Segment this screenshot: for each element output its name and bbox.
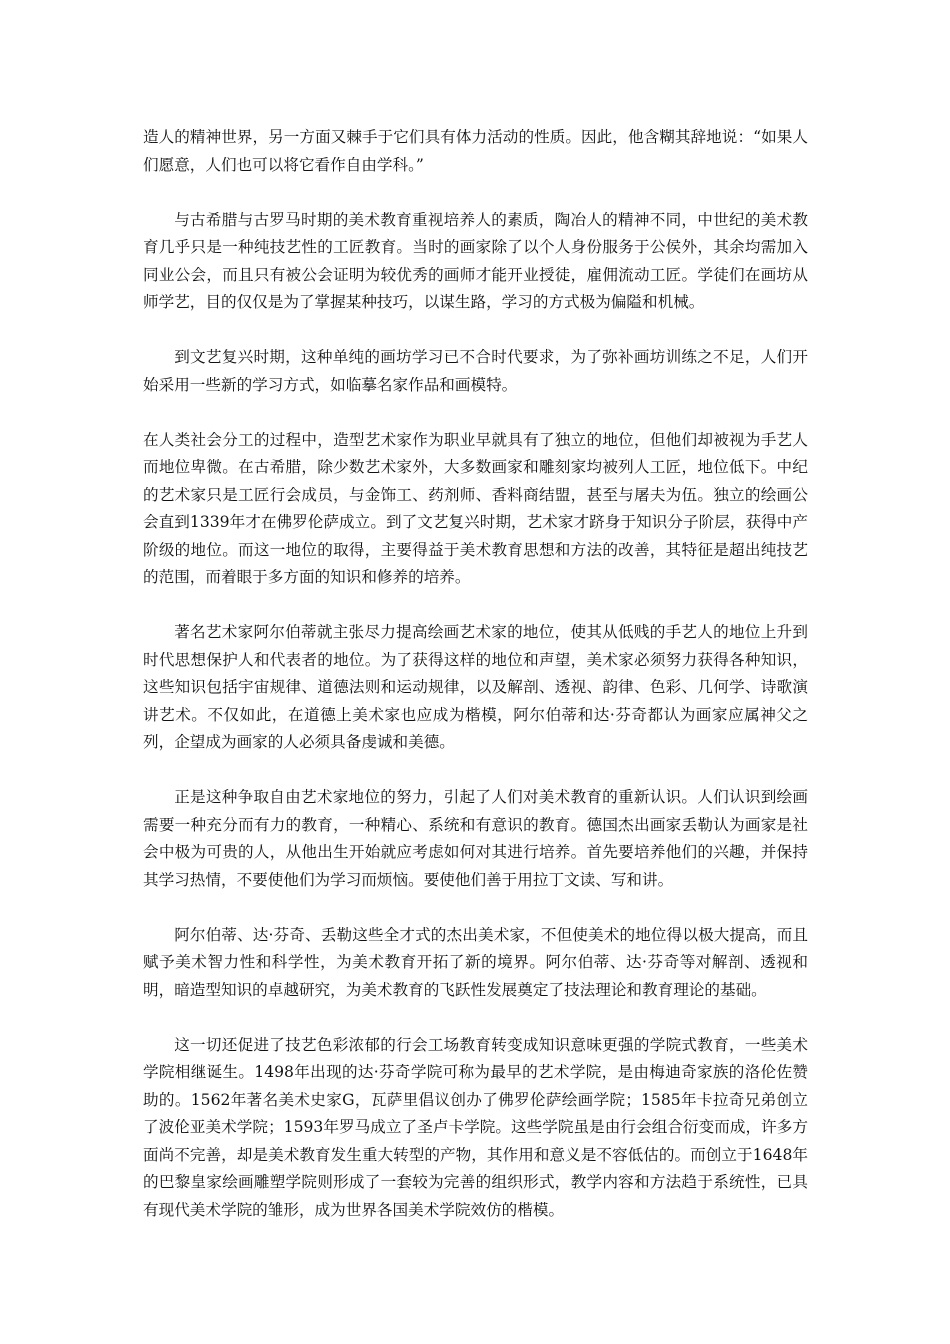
paragraph-3: 到文艺复兴时期，这种单纯的画坊学习已不合时代要求，为了弥补画坊训练之不足，人们开始采用一些新的学习方式，如临摹名家作品和画模特。 bbox=[143, 348, 808, 394]
paragraph-6: 正是这种争取自由艺术家地位的努力，引起了人们对美术教育的重新认识。人们认识到绘画需要一种充分而有力的教育，一种精心、系统和有意识的教育。德国杰出画家丢勒认为画家是社会中极为可贵的人，从他出生开始就应考虑如何对其进行培养。首先要培养他们的兴趣，并保持其学习热情，不要使他们为学习而烦恼。要使他们善于用拉丁文读、写和讲。 bbox=[143, 788, 808, 889]
paragraph-4: 在人类社会分工的过程中，造型艺术家作为职业早就具有了独立的地位，但他们却被视为手艺人而地位卑微。在古希腊，除少数艺术家外，大多数画家和雕刻家均被列人工匠，地位低下。中纪的艺术家只是工匠行会成员，与金饰工、药剂师、香料商结盟，甚至与屠夫为伍。独立的绘画公会直到1339年才在佛罗伦萨成立。到了文艺复兴时期，艺术家才跻身于知识分子阶层，获得中产阶级的地位。而这一地位的取得，主要得益于美术教育思想和方法的改善，其特征是超出纯技艺的范围，而着眼于多方面的知识和修养的培养。 bbox=[143, 430, 808, 586]
paragraph-2: 与古希腊与古罗马时期的美术教育重视培养人的素质，陶冶人的精神不同，中世纪的美术教育几乎只是一种纯技艺性的工匠教育。当时的画家除了以个人身份服务于公侯外，其余均需加入同业公会，而且只有被公会证明为较优秀的画师才能开业授徒，雇佣流动工匠。学徒们在画坊从师学艺，目的仅仅是为了掌握某种技巧，以谋生路，学习的方式极为偏隘和机械。 bbox=[143, 210, 808, 311]
paragraph-8: 这一切还促进了技艺色彩浓郁的行会工场教育转变成知识意味更强的学院式教育，一些美术学院相继诞生。1498年出现的达·芬奇学院可称为最早的艺术学院，是由梅迪奇家族的洛伦佐赞助的。1562年著名美术史家G，瓦萨里倡议创办了佛罗伦萨绘画学院；1585年卡拉奇兄弟创立了波伦亚美术学院；1593年罗马成立了圣卢卡学院。这些学院虽是由行会组合衍变而成，许多方面尚不完善，却是美术教育发生重大转型的产物，其作用和意义是不容低估的。而创立于1648年的巴黎皇家绘画雕塑学院则形成了一套较为完善的组织形式，教学内容和方法趋于系统性，已具有现代美术学院的雏形，成为世界各国美术学院效仿的楷模。 bbox=[143, 1035, 808, 1219]
document-page bbox=[143, 124, 808, 1252]
paragraph-5: 著名艺术家阿尔伯蒂就主张尽力提高绘画艺术家的地位，使其从低贱的手艺人的地位上升到时代思想保护人和代表者的地位。为了获得这样的地位和声望，美术家必须努力获得各种知识，这些知识包括宇宙规律、道德法则和运动规律，以及解剖、透视、韵律、色彩、几何学、诗歌演讲艺术。不仅如此，在道德上美术家也应成为楷模，阿尔伯蒂和达·芬奇都认为画家应属神父之列，企望成为画家的人必须具备虔诚和美德。 bbox=[143, 623, 808, 751]
paragraph-1: 造人的精神世界，另一方面又棘手于它们具有体力活动的性质。因此，他含糊其辞地说：“如果人们愿意，人们也可以将它看作自由学科。” bbox=[143, 128, 808, 174]
paragraph-7: 阿尔伯蒂、达·芬奇、丢勒这些全才式的杰出美术家，不但使美术的地位得以极大提高，而且赋予美术智力性和科学性，为美术教育开拓了新的境界。阿尔伯蒂、达·芬奇等对解剖、透视和明，暗造型知识的卓越研究，为美术教育的飞跃性发展奠定了技法理论和教育理论的基础。 bbox=[143, 925, 808, 999]
